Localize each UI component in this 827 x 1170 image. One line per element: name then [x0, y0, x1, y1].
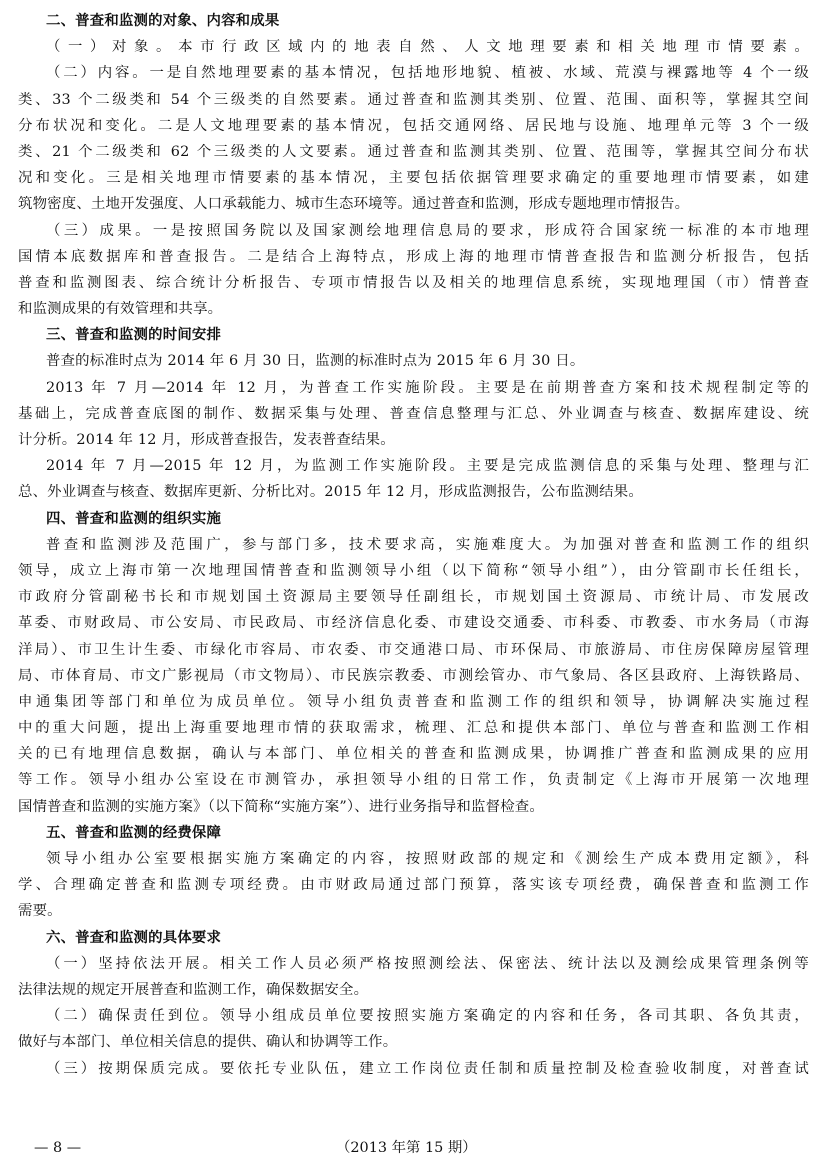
paragraph-line: 革委、市财政局、市公安局、市民政局、市经济信息化委、市建设交通委、市科委、市教委、市水务局（市海 — [18, 615, 809, 632]
paragraph-line: （二）确保责任到位。领导小组成员单位要按照实施方案确定的内容和任务，各司其职、各负其责， — [46, 1008, 809, 1025]
paragraph-line: 和监测成果的有效管理和共享。 — [18, 301, 223, 318]
paragraph-line: （三）成果。一是按照国务院以及国家测绘地理信息局的要求，形成符合国家统一标准的本市地理 — [46, 222, 809, 239]
paragraph-line: 分布状况和变化。二是人文地理要素的基本情况，包括交通网络、居民地与设施、地理单元等 3 个一级 — [18, 117, 809, 134]
paragraph-line: 做好与本部门、单位相关信息的提供、确认和协调等工作。 — [18, 1034, 398, 1051]
paragraph-line: 计分析。2014 年 12 月，形成普查报告，发表普查结果。 — [18, 432, 395, 448]
section-heading: 四、普查和监测的组织实施 — [46, 510, 222, 527]
issue-label: （2013 年第 15 期） — [336, 1140, 477, 1156]
paragraph-line: 中的重大问题，提出上海重要地理市情的获取需求，梳理、汇总和提供本部门、单位与普查和监测工作相 — [18, 720, 809, 737]
section-heading: 三、普查和监测的时间安排 — [46, 327, 222, 344]
paragraph-line: 国情本底数据库和普查报告。二是结合上海特点，形成上海的地理市情普查报告和监测分析报告，包括 — [18, 248, 809, 265]
paragraph-line: 普查的标准时点为 2014 年 6 月 30 日，监测的标准时点为 2015 年 6 月 30 日。 — [46, 353, 585, 370]
paragraph-line: 领导小组办公室要根据实施方案确定的内容，按照财政部的规定和《测绘生产成本费用定额》，科 — [46, 851, 809, 867]
paragraph-line: 学、合理确定普查和监测专项经费。由市财政局通过部门预算，落实该专项经费，确保普查和监测工作 — [18, 877, 809, 894]
paragraph-line: （二）内容。一是自然地理要素的基本情况，包括地形地貌、植被、水域、荒漠与裸露地等 4 个一级 — [46, 65, 809, 82]
paragraph-line: （一）对象。本市行政区域内的地表自然、人文地理要素和相关地理市情要素。 — [46, 39, 809, 56]
paragraph-line: 关的已有地理信息数据，确认与本部门、单位相关的普查和监测成果，协调推广普查和监测成果的应用 — [18, 746, 809, 763]
paragraph-line: 况和变化。三是相关地理市情要素的基本情况，主要包括依据管理要求确定的重要地理市情要素，如建 — [18, 170, 809, 187]
paragraph-line: （三）按期保质完成。要依托专业队伍，建立工作岗位责任制和质量控制及检查验收制度，对普查试 — [46, 1060, 809, 1077]
page-number: — 8 — — [34, 1140, 82, 1156]
paragraph-line: 市政府分管副秘书长和市规划国土资源局主要领导任副组长，市规划国土资源局、市统计局、市发展改 — [18, 589, 809, 606]
paragraph-line: 基础上，完成普查底图的制作、数据采集与处理、普查信息整理与汇总、外业调查与核查、数据库建设、统 — [18, 405, 809, 422]
paragraph-line: 国情普查和监测的实施方案》（以下简称“实施方案”）、进行业务指导和监督检查。 — [18, 798, 544, 815]
paragraph-line: 类、21 个二级类和 62 个三级类的人文要素。通过普查和监测其类别、位置、范围等，掌握其空间分布状 — [18, 143, 809, 160]
paragraph-line: 等工作。领导小组办公室设在市测管办，承担领导小组的日常工作，负责制定《上海市开展第一次地理 — [18, 772, 809, 789]
paragraph-line: 筑物密度、土地开发强度、人口承载能力、城市生态环境等。通过普查和监测，形成专题地理市情报告。 — [18, 196, 690, 213]
paragraph-line: 法律法规的规定开展普查和监测工作，确保数据安全。 — [18, 981, 369, 998]
paragraph-line: 领导，成立上海市第一次地理国情普查和监测领导小组（以下简称“领导小组”），由分管副市长任组长， — [18, 562, 809, 579]
paragraph-line: 普查和监测涉及范围广，参与部门多，技术要求高，实施难度大。为加强对普查和监测工作的组织 — [46, 536, 809, 553]
paragraph-line: （一）坚持依法开展。相关工作人员必须严格按照测绘法、保密法、统计法以及测绘成果管理条例等 — [46, 955, 809, 972]
paragraph-line: 洋局）、市卫生计生委、市绿化市容局、市农委、市交通港口局、市环保局、市旅游局、市住房保障房屋管理 — [18, 641, 809, 658]
document-body — [18, 8, 809, 1082]
section-heading: 五、普查和监测的经费保障 — [46, 824, 222, 841]
paragraph-line: 类、33 个二级类和 54 个三级类的自然要素。通过普查和监测其类别、位置、范围、面积等，掌握其空间 — [18, 91, 809, 108]
paragraph-line: 2013 年 7 月—2014 年 12 月，为普查工作实施阶段。主要是在前期普查方案和技术规程制定等的 — [46, 379, 809, 396]
section-heading: 二、普查和监测的对象、内容和成果 — [46, 13, 280, 29]
paragraph-line: 2014 年 7 月—2015 年 12 月，为监测工作实施阶段。主要是完成监测信息的采集与处理、整理与汇 — [46, 458, 809, 475]
paragraph-line: 局、市体育局、市文广影视局（市文物局）、市民族宗教委、市测绘管办、市气象局、各区县政府、上海铁路局、 — [18, 667, 809, 684]
paragraph-line: 需要。 — [18, 903, 62, 920]
paragraph-line: 普查和监测图表、综合统计分析报告、专项市情报告以及相关的地理信息系统，实现地理国（市）情普查 — [18, 274, 809, 291]
paragraph-line: 申通集团等部门和单位为成员单位。领导小组负责普查和监测工作的组织和领导，协调解决实施过程 — [18, 693, 809, 710]
page-footer — [0, 1136, 827, 1160]
paragraph-line: 总、外业调查与核查、数据库更新、分析比对。2015 年 12 月，形成监测报告，公布监测结果。 — [18, 484, 643, 501]
section-heading: 六、普查和监测的具体要求 — [46, 929, 222, 946]
